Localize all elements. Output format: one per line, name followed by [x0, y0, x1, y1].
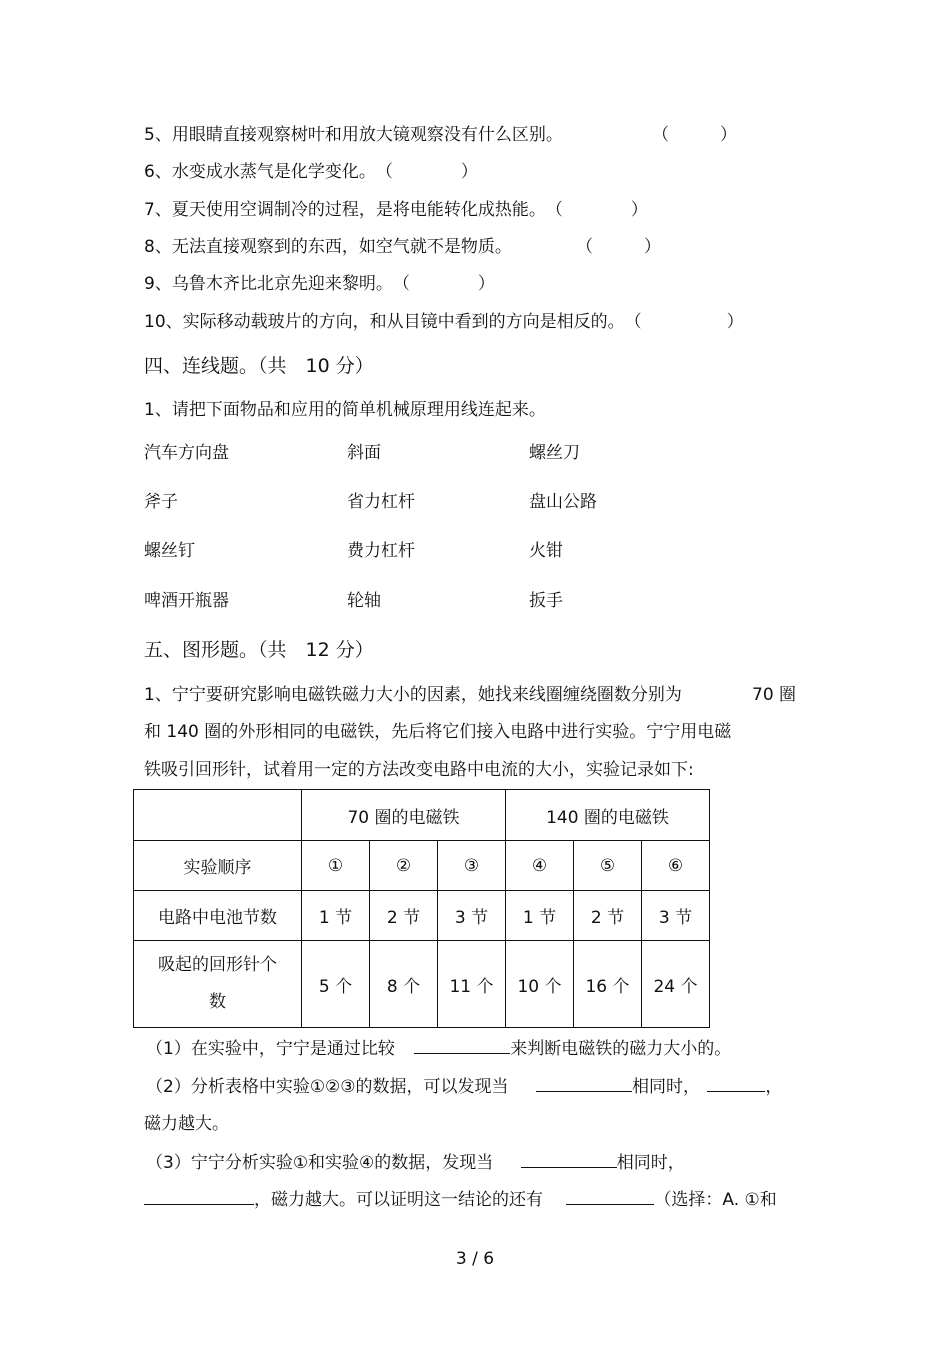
- match-middle-item: 斜面: [347, 443, 381, 463]
- judge-text: 8、无法直接观察到的东西，如空气就不是物质。: [144, 237, 512, 257]
- judge-item-7: [144, 199, 648, 221]
- table-cell: ②: [370, 841, 438, 891]
- row-label-line: 数: [209, 992, 226, 1012]
- question-text: 铁吸引回形针，试着用一定的方法改变电路中电流的大小，实验记录如下:: [144, 760, 694, 780]
- table-cell: 16 个: [574, 941, 642, 1028]
- match-right-item: 火钳: [529, 541, 563, 561]
- section4-question: 1、请把下面物品和应用的简单机械原理用线连起来。: [144, 400, 546, 420]
- question-text: 来判断电磁铁的磁力大小的。: [510, 1039, 732, 1059]
- row-label: [134, 941, 302, 1028]
- answer-blank[interactable]: [521, 1151, 617, 1168]
- answer-paren[interactable]: （ ）: [375, 162, 478, 182]
- row-label: 实验顺序: [134, 841, 302, 891]
- table-cell: 24 个: [642, 941, 710, 1028]
- row-label: 电路中电池节数: [134, 891, 302, 941]
- answer-paren[interactable]: （ ）: [545, 200, 648, 220]
- answer-paren[interactable]: （ ）: [624, 312, 744, 332]
- match-left-item: 汽车方向盘: [144, 443, 229, 463]
- judge-item-5: [144, 124, 737, 146]
- table-cell: 5 个: [302, 941, 370, 1028]
- judge-text: 6、水变成水蒸气是化学变化。: [144, 162, 376, 182]
- judge-item-8: [144, 236, 661, 258]
- match-left-item: 啤酒开瓶器: [144, 591, 229, 611]
- answer-blank[interactable]: [707, 1075, 765, 1092]
- table-header-140: 140 圈的电磁铁: [506, 790, 710, 841]
- row-label-line: 吸起的回形针个: [158, 955, 277, 975]
- sub-question-1: [146, 1037, 731, 1060]
- table-cell: [134, 790, 302, 841]
- table-cell: 3 节: [642, 891, 710, 941]
- judge-text: 5、用眼睛直接观察树叶和用放大镜观察没有什么区别。: [144, 125, 563, 145]
- table-cell: ①: [302, 841, 370, 891]
- match-middle-item: 费力杠杆: [347, 541, 415, 561]
- answer-blank[interactable]: [536, 1075, 632, 1092]
- table-cell: ④: [506, 841, 574, 891]
- judge-item-9: [144, 273, 495, 295]
- answer-paren[interactable]: （ ）: [392, 274, 495, 294]
- page-number: 3 / 6: [455, 1249, 495, 1269]
- table-cell: 1 节: [302, 891, 370, 941]
- answer-blank[interactable]: [566, 1188, 654, 1205]
- question-text: ，磁力越大。可以证明这一结论的还有: [254, 1190, 543, 1210]
- table-cell: 8 个: [370, 941, 438, 1028]
- section4-title: 四、连线题。（共 10 分）: [144, 355, 374, 377]
- table-row: [134, 891, 710, 941]
- table-cell: 3 节: [438, 891, 506, 941]
- answer-blank[interactable]: [144, 1188, 254, 1205]
- table-header-70: 70 圈的电磁铁: [302, 790, 506, 841]
- judge-item-10: [144, 311, 744, 333]
- table-cell: 2 节: [370, 891, 438, 941]
- table-cell: 11 个: [438, 941, 506, 1028]
- section5-title: 五、图形题。（共 12 分）: [144, 639, 374, 661]
- question-text: 70 圈: [752, 685, 797, 705]
- question-text: （2）分析表格中实验①②③的数据，可以发现当: [146, 1077, 509, 1097]
- match-right-item: 盘山公路: [529, 492, 597, 512]
- judge-text: 7、夏天使用空调制冷的过程，是将电能转化成热能。: [144, 200, 546, 220]
- question-text: 和 140 圈的外形相同的电磁铁，先后将它们接入电路中进行实验。宁宁用电磁: [144, 722, 732, 742]
- judge-item-6: [144, 161, 478, 183]
- table-cell: 1 节: [506, 891, 574, 941]
- table-row: [134, 841, 710, 891]
- match-right-item: 螺丝刀: [529, 443, 580, 463]
- question-text: （选择：A. ①和: [654, 1190, 777, 1210]
- question-text: 相同时，: [631, 1077, 700, 1097]
- question-text: 1、宁宁要研究影响电磁铁磁力大小的因素，她找来线圈缠绕圈数分别为: [144, 685, 682, 705]
- answer-blank[interactable]: [414, 1037, 510, 1054]
- question-text: 相同时，: [616, 1153, 685, 1173]
- sub-question-3: [146, 1151, 685, 1174]
- match-left-item: 斧子: [144, 492, 178, 512]
- experiment-table: [133, 789, 710, 1028]
- match-left-item: 螺丝钉: [144, 541, 195, 561]
- sub-question-3-line2: [144, 1188, 777, 1211]
- table-cell: 2 节: [574, 891, 642, 941]
- answer-paren[interactable]: （ ）: [652, 125, 737, 145]
- judge-text: 9、乌鲁木齐比北京先迎来黎明。: [144, 274, 393, 294]
- table-row: [134, 790, 710, 841]
- table-cell: ⑤: [574, 841, 642, 891]
- table-cell: ⑥: [642, 841, 710, 891]
- match-middle-item: 轮轴: [347, 591, 381, 611]
- match-right-item: 扳手: [529, 591, 563, 611]
- sub-question-2: [146, 1075, 782, 1098]
- question-text: （1）在实验中，宁宁是通过比较: [146, 1039, 395, 1059]
- question-text: 磁力越大。: [144, 1114, 229, 1134]
- table-row: [134, 941, 710, 1028]
- answer-paren[interactable]: （ ）: [576, 237, 661, 257]
- match-middle-item: 省力杠杆: [347, 492, 415, 512]
- judge-text: 10、实际移动载玻片的方向，和从目镜中看到的方向是相反的。: [144, 312, 625, 332]
- question-text: ，: [765, 1077, 783, 1097]
- table-cell: ③: [438, 841, 506, 891]
- question-text: （3）宁宁分析实验①和实验④的数据，发现当: [146, 1153, 494, 1173]
- table-cell: 10 个: [506, 941, 574, 1028]
